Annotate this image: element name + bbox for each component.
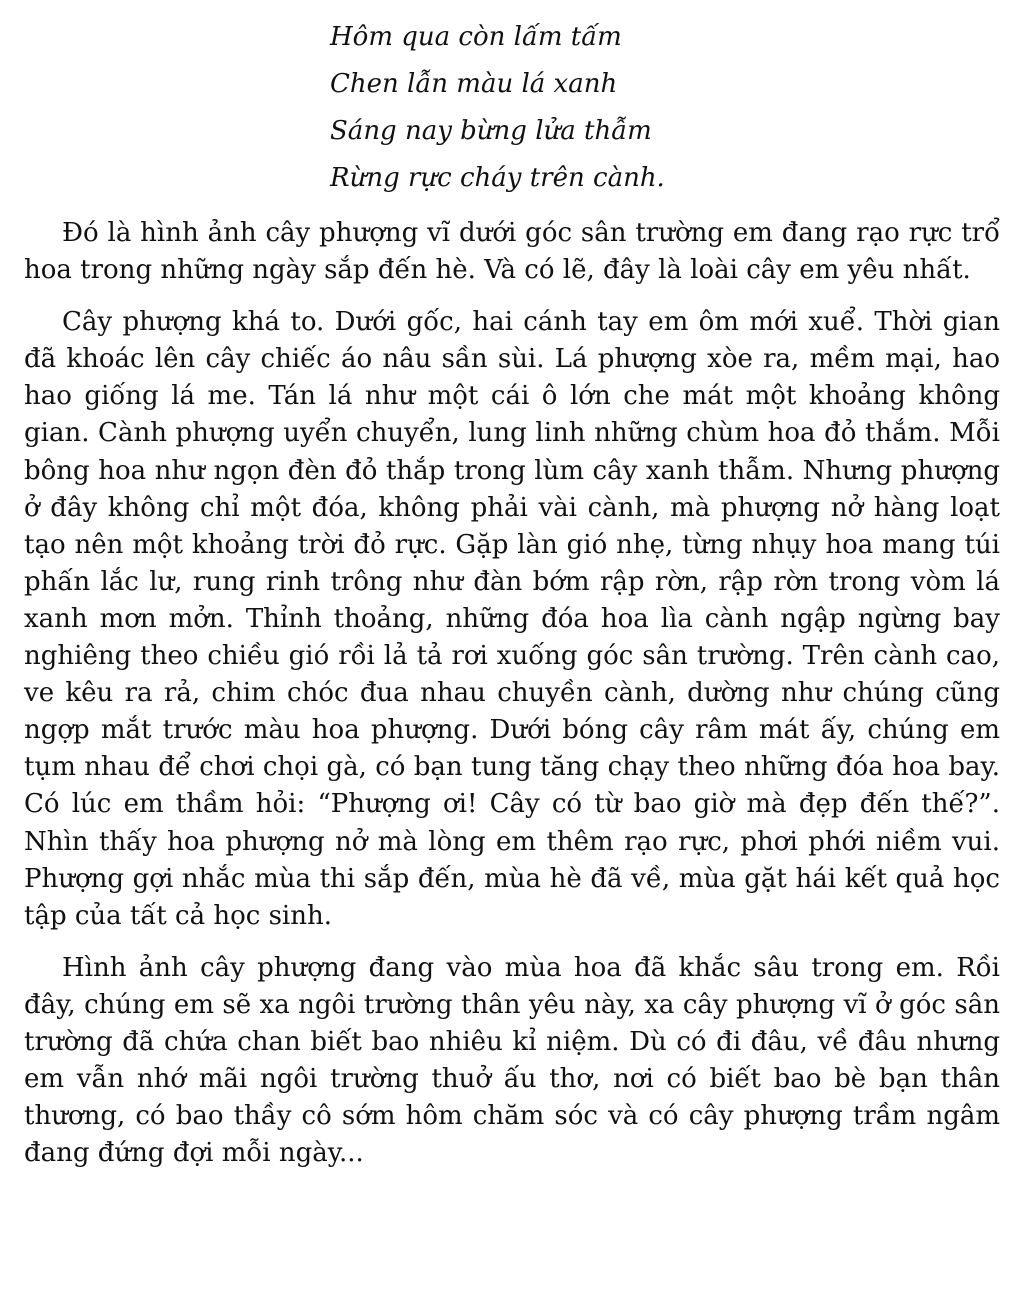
poem-line-4: Rừng rực cháy trên cành. xyxy=(330,163,665,193)
poem-stanza xyxy=(330,14,1000,202)
paragraph-conclusion: Hình ảnh cây phượng đang vào mùa hoa đã khắc sâu trong em. Rồi đây, chúng em sẽ xa ngôi trường thân yêu này, xa cây phượng vĩ ở góc sân trường đã chứa chan biết bao nhiêu kỉ niệm. Dù có đi đâu, về đâu nhưng em vẫn nhớ mãi ngôi trường thuở ấu thơ, nơi có biết bao bè bạn thân thương, có bao thầy cô sớm hôm chăm sóc và có cây phượng trầm ngâm đang đứng đợi mỗi ngày... xyxy=(24,952,1000,1169)
paragraph-description: Cây phượng khá to. Dưới gốc, hai cánh tay em ôm mới xuể. Thời gian đã khoác lên cây chiếc áo nâu sần sùi. Lá phượng xòe ra, mềm mại, hao hao giống lá me. Tán lá như một cái ô lớn che mát một khoảng không gian. Cành phượng uyển chuyển, lung linh những chùm hoa đỏ thắm. Mỗi bông hoa như ngọn đèn đỏ thắp trong lùm cây xanh thẫm. Nhưng phượng ở đây không chỉ một đóa, không phải vài cành, mà phượng nở hàng loạt tạo nên một khoảng trời đỏ rực. Gặp làn gió nhẹ, từng nhụy hoa mang túi phấn lắc lư, rung rinh trông như đàn bớm rập rờn, rập rờn trong vòm lá xanh mơn mởn. Thỉnh thoảng, những đóa hoa lìa cành ngập ngừng bay nghiêng theo chiều gió rồi lả tả rơi xuống góc sân trường. Trên cành cao, ve kêu ra rả, chim chóc đua nhau chuyền cành, dường như chúng cũng ngợp mắt trước màu hoa phượng. Dưới bóng cây râm mát ấy, chúng em tụm nhau để chơi chọi gà, có bạn tung tăng chạy theo những đóa hoa bay. Có lúc em thầm hỏi: “Phượng ơi! Cây có từ bao giờ mà đẹp đến thế?”. Nhìn thấy hoa phượng nở mà lòng em thêm rạo rực, phơi phới niềm vui. Phượng gợi nhắc mùa thi sắp đến, mùa hè đã về, mùa gặt hái kết quả học tập của tất cả học sinh. xyxy=(24,307,1000,931)
poem-line-1: Hôm qua còn lấm tấm xyxy=(330,22,622,52)
poem-line-3: Sáng nay bừng lửa thẫm xyxy=(330,116,652,146)
poem-line-2: Chen lẫn màu lá xanh xyxy=(330,69,618,99)
document-page xyxy=(24,14,1000,1172)
paragraph-introduction: Đó là hình ảnh cây phượng vĩ dưới góc sân trường em đang rạo rực trổ hoa trong những ngày sắp đến hè. Và có lẽ, đây là loài cây em yêu nhất. xyxy=(24,218,1000,286)
